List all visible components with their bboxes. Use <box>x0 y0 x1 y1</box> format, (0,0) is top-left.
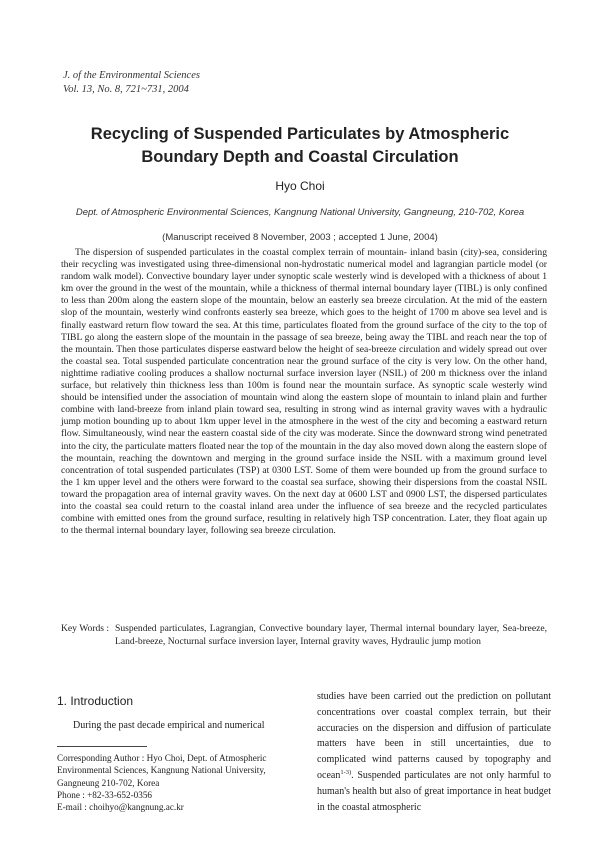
citation-reference: 1-3) <box>340 768 352 776</box>
corresponding-author-footnote <box>57 752 297 813</box>
footnote-divider <box>57 746 147 747</box>
footnote-line: Corresponding Author : Hyo Choi, Dept. of Atmospheric <box>57 753 267 763</box>
keywords-label: Key Words : <box>61 623 110 634</box>
introduction-left-column: During the past decade empirical and numerical <box>73 720 265 731</box>
introduction-text: studies have been carried out the prediction on pollutant concentrations over coastal complex terrain, but their accuracies on the dispersion and diffusion of particulate matters have been in still uncertainties, due to complicated wind patterns caused by topography and ocean <box>317 691 551 781</box>
manuscript-dates: (Manuscript received 8 November, 2003 ; accepted 1 June, 2004) <box>162 232 438 243</box>
footnote-line: Gangneung 210-702, Korea <box>57 777 160 788</box>
section-heading-introduction: 1. Introduction <box>57 694 134 708</box>
title-line-2: Boundary Depth and Coastal Circulation <box>141 148 459 166</box>
abstract: The dispersion of suspended particulates in the coastal complex terrain of mountain- inland basin (city)-sea, considering their recycling was investigated using three-dimensional non-hydrostatic numerical model and lagrangian particle model (or random walk model). Convective boundary layer under synoptic scale westerly wind is developed with a thickness of about 1 km over the ground in the west of the mountain, while a thickness of thermal internal boundary layer (TIBL) is only confined to less than 200m along the eastern slope of the mountain, below an easterly sea breeze circulation. At the mid of the eastern slop of the mountain, westerly wind confronts easterly sea breeze, which goes to the height of 1700 m above sea level and is finally eastward return flow toward the sea. At this time, particulates floated from the ground surface of the city to the top of TIBL go along the eastern slope of the mountain in the passage of sea breeze, being away the TIBL and reach near the top of the mountain. Then those particulates disperse eastward below the height of sea-breeze circulation and widely spread out over the coastal sea. Total suspended particulate concentration near the ground surface of the city is very low. On the other hand, nighttime radiative cooling produces a shallow nocturnal surface inversion layer (NSIL) of 200 m thickness over the inland surface, but relatively thin thickness less than 100m is found near the mountain surface. As synoptic scale westerly wind should be intensified under the association of mountain wind along the eastern slope of mountain to inland plain and further combine with land-breeze from inland plain toward sea, resulting in strong wind as internal gravity waves with a hydraulic jump motion bounding up to about 1km upper level in the atmosphere in the west of the city and becoming a eastward return flow. Simultaneously, wind near the eastern coastal side of the city was moderate. Since the downward strong wind penetrated into the city, the particulate matters floated near the top of the mountain in the day also moved down along the eastern slope of the mountain, reaching the downtown and merging in the ground surface inside the NSIL with a maximum ground level concentration of total suspended particulates (TSP) at 0300 LST. Some of them were bounded up from the ground surface to the 1 km upper level and the others were forward to the coastal sea surface, showing their dispersions from the coastal NSIL toward the propagation area of internal gravity waves. On the next day at 0600 LST and 0900 LST, the dispersed particulates into the coastal sea could return to the coastal inland area under the influence of sea breeze and the recycled particulates combine with emitted ones from the ground surface, resulting in relatively high TSP concentration. Later, they float again up to the thermal internal boundary layer, following sea breeze circulation. <box>61 247 547 537</box>
footnote-email: E-mail : choihyo@kangnung.ac.kr <box>57 802 184 813</box>
author-affiliation: Dept. of Atmospheric Environmental Sciences, Kangnung National University, Gangneung, 210-702, Korea <box>75 207 525 218</box>
author-name: Hyo Choi <box>275 179 325 193</box>
journal-name: J. of the Environmental Sciences <box>63 70 200 81</box>
keywords <box>61 623 547 648</box>
paper-title <box>40 123 560 169</box>
introduction-right-column <box>317 689 551 815</box>
footnote-line: Environmental Sciences, Kangnung National University, <box>57 765 266 776</box>
journal-citation <box>63 69 200 97</box>
footnote-phone: Phone : +82-33-652-0356 <box>57 789 153 800</box>
keywords-list: Suspended particulates, Lagrangian, Convective boundary layer, Thermal internal boundary layer, Sea-breeze, Land-breeze, Nocturnal surface inversion layer, Internal gravity waves, Hydraulic jump motion <box>115 623 547 647</box>
introduction-text-continued: . Suspended particulates are not only harmful to human's health but also of great importance in heat budget in the coastal atmospheric <box>317 769 551 813</box>
title-line-1: Recycling of Suspended Particulates by Atmospheric <box>90 125 510 143</box>
journal-volume: Vol. 13, No. 8, 721~731, 2004 <box>63 84 189 95</box>
